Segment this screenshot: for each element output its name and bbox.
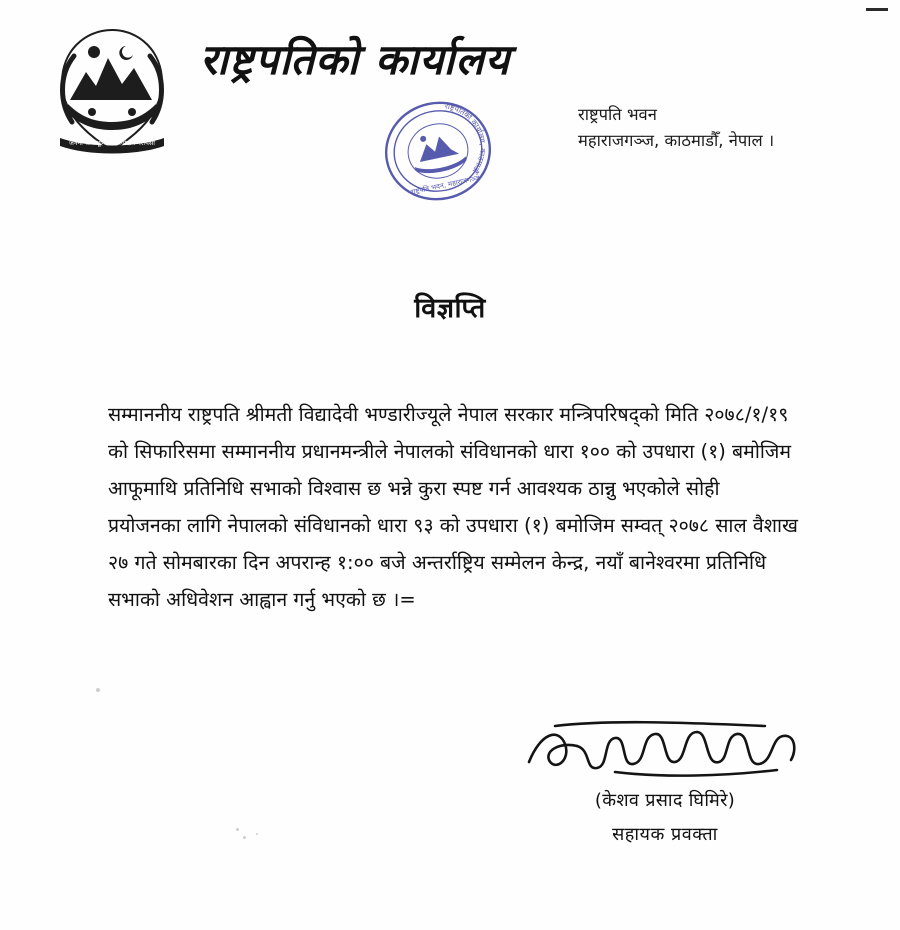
- office-address: [578, 102, 774, 154]
- signature-block: [500, 716, 830, 846]
- scan-speck: [236, 828, 239, 831]
- document-heading: विज्ञप्ति: [414, 293, 486, 324]
- address-line-1: राष्ट्रपति भवन: [578, 105, 657, 124]
- handwritten-signature: [500, 716, 830, 786]
- scan-speck: [256, 833, 258, 835]
- address-line-2: महाराजगञ्ज, काठमाडौँ, नेपाल ।: [578, 131, 775, 150]
- scan-speck: [243, 836, 246, 839]
- letterhead: [0, 0, 900, 200]
- svg-text:राष्ट्रपतिको कार्यालय, काठमाडौ: राष्ट्रपतिको कार्यालय, काठमाडौँ: [444, 101, 488, 175]
- document-body: [108, 396, 798, 618]
- body-paragraph: सम्माननीय राष्ट्रपति श्रीमती विद्यादेवी भण्डारीज्यूले नेपाल सरकार मन्त्रिपरिषद्को मिति २०७८/१/१९ को सिफारिसमा सम्माननीय प्रधानमन्त्रीले नेपालको संविधानको धारा १०० को उपधारा (१) बमोजिम आफूमाथि प्रतिनिधि सभाको विश्वास छ भन्ने कुरा स्पष्ट गर्न आवश्यक ठान्नु भएकोले सोही प्रयोजनका लागि नेपालको संविधानको धारा ९३ को उपधारा (१) बमोजिम सम्वत् २०७८ साल वैशाख २७ गते सोमबारका दिन अपरान्ह १:०० बजे अन्तर्राष्ट्रिय सम्मेलन केन्द्र, नयाँ बानेश्वरमा प्रतिनिधि सभाको अधिवेशन आह्वान गर्नु भएको छ ।=: [108, 403, 799, 611]
- scan-speck: [96, 688, 100, 692]
- nepal-government-emblem-icon: [52, 26, 172, 161]
- office-round-seal-icon: [378, 96, 498, 206]
- svg-text:राष्ट्रपति भवन, महाराजगञ्ज: राष्ट्रपति भवन, महाराजगञ्ज: [410, 174, 481, 197]
- svg-text:जननी जन्मभूमिश्च स्वर्गादपि गर: जननी जन्मभूमिश्च स्वर्गादपि गरीयसी: [69, 139, 155, 147]
- signatory-role: सहायक प्रवक्ता: [612, 824, 718, 845]
- organization-title: राष्ट्रपतिको कार्यालय: [200, 35, 511, 84]
- signatory-name: (केशव प्रसाद घिमिरे): [594, 790, 736, 811]
